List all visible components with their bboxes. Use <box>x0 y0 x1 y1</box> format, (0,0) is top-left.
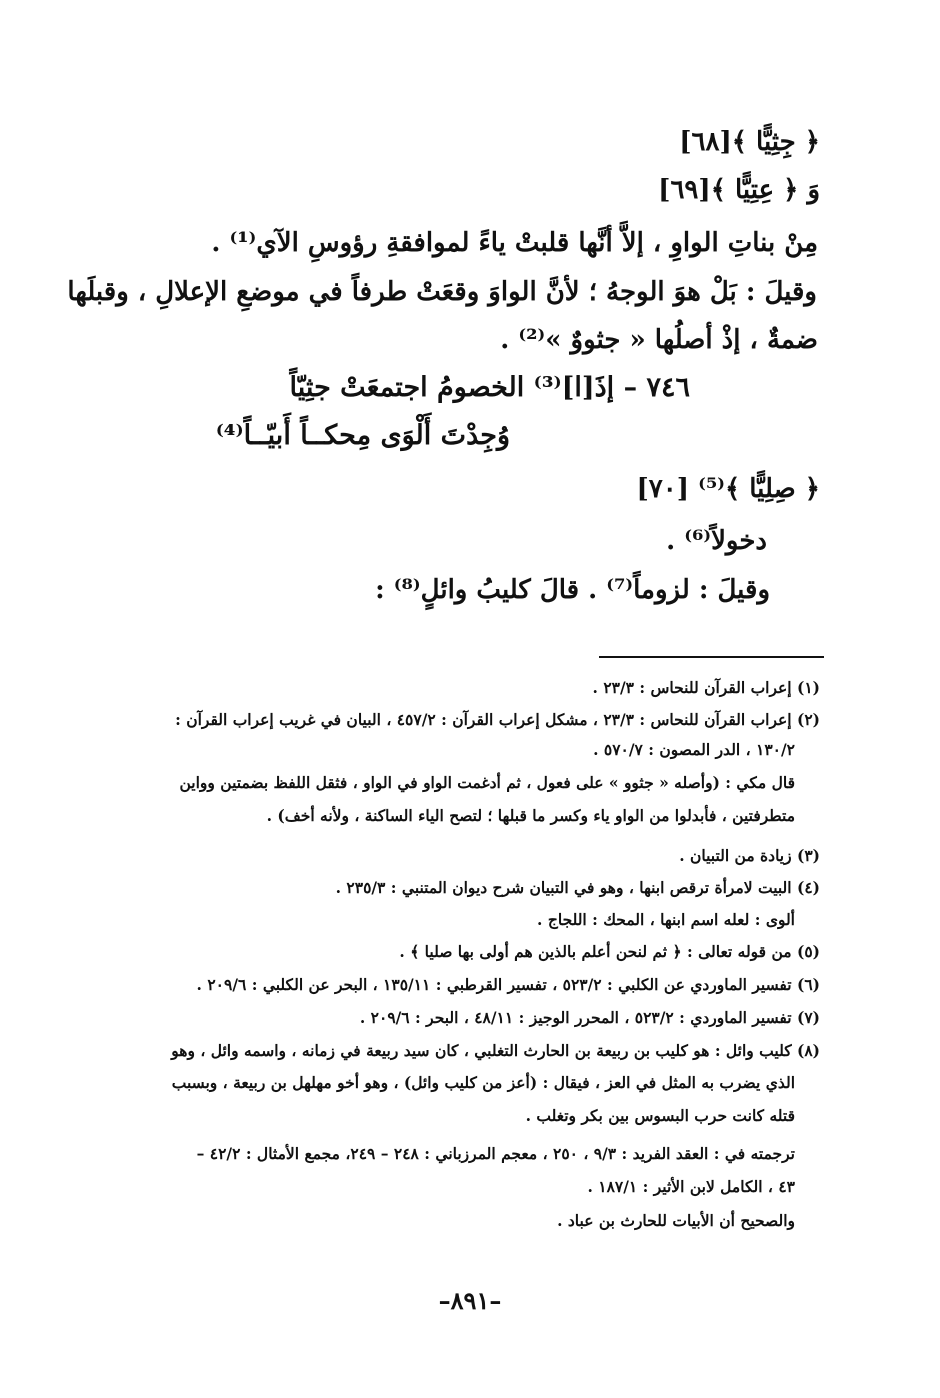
footnote-2-quote-line-2: متطرفتين ، فأبدلوا من الواو ياء وكسر ما قبلها ؛ لتصح الياء الساكنة ، ولأنه أخف) . <box>266 806 795 825</box>
main-citation-line: وقيلَ : لزوماً⁽⁷⁾ . قالَ كليبُ وائلٍ⁽⁸⁾ : <box>375 575 770 605</box>
footnote-5: (٥) من قوله تعالى : ﴿ ثم لنحن أعلم بالذين هم أولى بها صليا ﴾ . <box>399 942 820 961</box>
main-gloss-line: دخولاً⁽⁶⁾ . <box>666 526 767 556</box>
poetry-verse-second-hemistich: وُجِدْتَ أَلْوَى مِحكــاً أَبيّــاً⁽⁴⁾ <box>215 420 510 451</box>
footnote-2-line-1: (٢) إعراب القرآن للنحاس : ٢٣/٣ ، مشكل إعراب القرآن : ٤٥٧/٢ ، البيان في غريب إعراب القرآن : <box>175 710 820 729</box>
verse-ref-68: ﴿ جِثِيًّا ﴾[٦٨] <box>679 127 820 157</box>
main-paragraph-line-1: مِنْ بناتِ الواوِ ، إلاَّ أنَّها قلبتْ ياءً لموافقةِ رؤوسِ الآي⁽¹⁾ . <box>211 228 818 258</box>
footnote-3: (٣) زيادة من التبيان . <box>679 846 820 865</box>
page-number: –٨٩١– <box>438 1286 502 1315</box>
verse-ref-70: ﴿ صِلِيًّا ﴾⁽⁵⁾ [٧٠] <box>636 474 820 504</box>
footnote-8-line-2: الذي يضرب به المثل في العز ، فيقال : (أعز من كليب وائل) ، وهو أخو مهلهل بن ربيعة ، وبسبب <box>171 1073 795 1092</box>
footnote-4-line-2: ألوى : لعله اسم ابنها ، المحك : اللجاج . <box>537 910 795 929</box>
verse-ref-69: وَ ﴿ عِتِيًّا ﴾[٦٩] <box>658 175 820 205</box>
footnote-7: (٧) تفسير الماوردي : ٥٢٣/٢ ، المحرر الوجيز : ٤٨/١١ ، البحر : ٢٠٩/٦ . <box>359 1008 820 1027</box>
footnote-8-note-line: والصحيح أن الأبيات للحارث بن عباد . <box>557 1211 795 1230</box>
footnote-2-line-2: ١٣٠/٢ ، الدر المصون : ٥٧٠/٧ . <box>593 740 795 759</box>
footnote-8-biography-line-2: ٤٣ ، الكامل لابن الأثير : ١٨٧/١ . <box>587 1177 795 1196</box>
footnote-1: (١) إعراب القرآن للنحاس : ٢٣/٣ . <box>592 678 820 697</box>
footnote-8-line-1: (٨) كليب وائل : هو كليب بن ربيعة بن الحارث التغلبي ، كان سيد ربيعة في زمانه ، واسمه وائل ، وهو <box>171 1041 820 1060</box>
main-paragraph-line-2: وقيلَ : بَلْ هوَ الوجهُ ؛ لأنَّ الواوَ وقعَتْ طرفاً في موضعِ الإعلالِ ، وقبلَها <box>67 277 817 307</box>
footnote-8-line-3: قتله كانت حرب البسوس بين بكر وتغلب . <box>525 1106 795 1125</box>
main-paragraph-line-3: ضمةٌ ، إذْ أصلُها « جثووٌ »⁽²⁾ . <box>500 325 818 355</box>
poetry-verse-first-hemistich: ٧٤٦ – إذَ[ا]⁽³⁾ الخصومُ اجتمعَتْ جثِيّاً <box>289 372 690 403</box>
footnote-6: (٦) تفسير الماوردي عن الكلبي : ٥٢٣/٢ ، تفسير القرطبي : ١٣٥/١١ ، البحر عن الكلبي : ٢٠٩/٦ . <box>196 975 820 994</box>
footnote-4-line-1: (٤) البيت لامرأة ترقص ابنها ، وهو في التبيان شرح ديوان المتنبي : ٢٣٥/٣ . <box>335 878 820 897</box>
footnote-separator <box>599 656 824 658</box>
footnote-8-biography-line-1: ترجمته في : العقد الفريد : ٩/٣ ، ٢٥٠ ، معجم المرزباني : ٢٤٨ – ٢٤٩، مجمع الأمثال : ٤٢/٢ – <box>196 1144 795 1163</box>
footnote-2-quote-line-1: قال مكي : (وأصله « جثوو » على فعول ، ثم أدغمت الواو في الواو ، فثقل اللفظ بضمتين وواين <box>179 773 795 792</box>
